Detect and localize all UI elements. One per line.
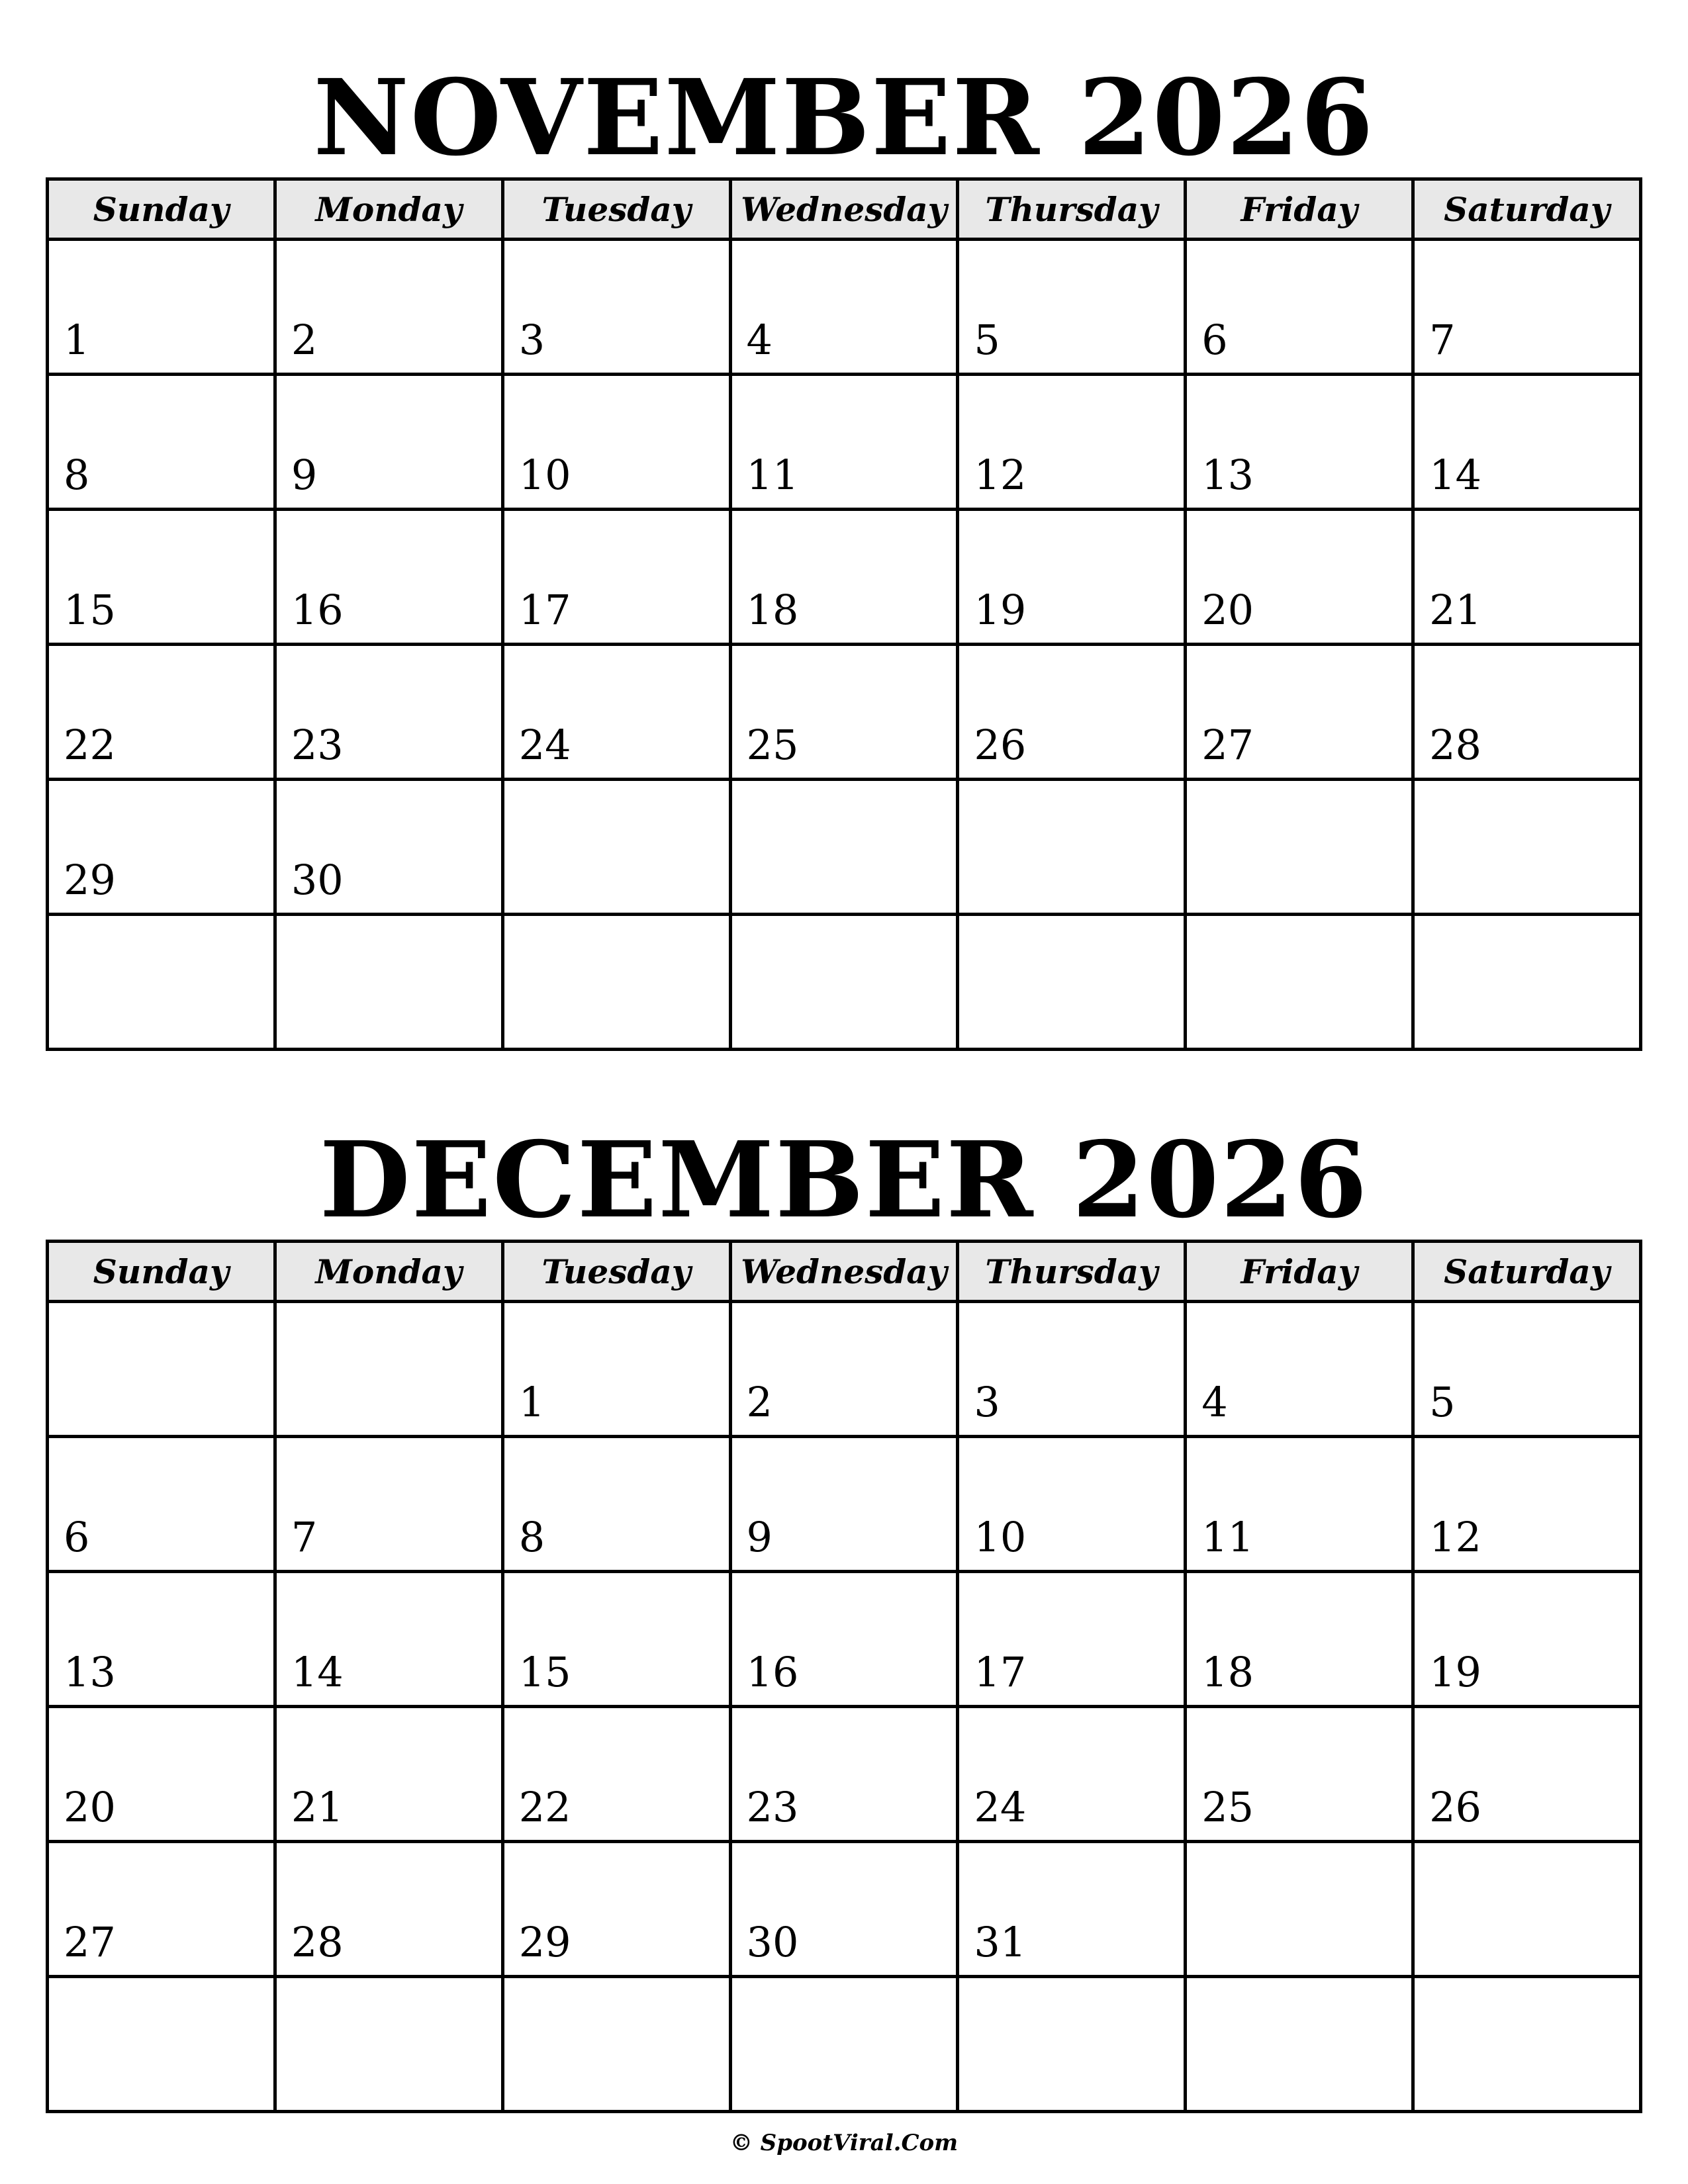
day-number: 19 <box>974 586 1027 634</box>
day-number <box>1415 1963 1639 1975</box>
day-number: 12 <box>1429 1513 1481 1561</box>
day-number <box>1187 1036 1411 1048</box>
day-number: 3 <box>974 1378 1000 1426</box>
day-cell <box>1413 375 1641 510</box>
day-cell <box>958 1707 1186 1842</box>
week-row <box>48 645 1641 780</box>
day-cell <box>1186 375 1413 510</box>
day-cell <box>502 1977 730 2112</box>
day-cell <box>958 1437 1186 1572</box>
day-cell <box>730 780 958 915</box>
day-cell <box>502 1707 730 1842</box>
day-cell <box>502 375 730 510</box>
day-number: 30 <box>746 1918 799 1966</box>
day-number: 12 <box>974 451 1027 499</box>
day-number: 24 <box>518 721 571 769</box>
day-number: 6 <box>1201 316 1228 364</box>
day-cell <box>730 1437 958 1572</box>
day-cell <box>275 1977 502 2112</box>
day-cell <box>730 1707 958 1842</box>
day-number: 22 <box>64 721 116 769</box>
day-number <box>732 901 957 913</box>
day-cell <box>502 915 730 1050</box>
day-cell <box>958 510 1186 645</box>
day-cell <box>48 240 275 375</box>
day-cell <box>275 1842 502 1977</box>
day-number: 17 <box>974 1648 1027 1696</box>
day-cell <box>1413 1302 1641 1437</box>
day-cell <box>1186 645 1413 780</box>
day-number: 3 <box>518 316 545 364</box>
weekday-wednesday: Wednesday <box>730 1242 958 1302</box>
month-title: NOVEMBER 2026 <box>313 57 1375 179</box>
day-cell <box>730 1302 958 1437</box>
day-number: 4 <box>746 316 773 364</box>
day-cell <box>730 240 958 375</box>
day-number: 30 <box>291 856 344 904</box>
day-cell <box>730 375 958 510</box>
day-number: 8 <box>518 1513 545 1561</box>
day-number: 26 <box>974 721 1027 769</box>
day-number: 23 <box>291 721 344 769</box>
day-number: 9 <box>291 451 318 499</box>
day-cell <box>1186 780 1413 915</box>
month-grid <box>46 177 1642 1051</box>
day-cell <box>1413 645 1641 780</box>
week-row <box>48 1842 1641 1977</box>
day-number <box>277 2098 501 2110</box>
day-cell <box>1413 1977 1641 2112</box>
weekday-wednesday: Wednesday <box>730 179 958 240</box>
day-cell <box>502 1437 730 1572</box>
day-number: 29 <box>518 1918 571 1966</box>
day-cell <box>958 1572 1186 1707</box>
day-number <box>959 2098 1184 2110</box>
day-number: 17 <box>518 586 571 634</box>
day-cell <box>48 510 275 645</box>
weekday-monday: Monday <box>275 179 502 240</box>
day-cell <box>1186 240 1413 375</box>
week-row <box>48 1707 1641 1842</box>
day-number: 23 <box>746 1783 799 1831</box>
day-number: 20 <box>1201 586 1254 634</box>
day-cell <box>48 1572 275 1707</box>
day-cell <box>48 780 275 915</box>
day-cell <box>502 1572 730 1707</box>
month-grid <box>46 1240 1642 2113</box>
day-number: 11 <box>746 451 799 499</box>
day-cell <box>275 780 502 915</box>
week-row <box>48 1572 1641 1707</box>
day-cell <box>502 1842 730 1977</box>
day-number <box>732 1036 957 1048</box>
day-cell <box>958 1302 1186 1437</box>
weekday-thursday: Thursday <box>958 1242 1186 1302</box>
day-number: 9 <box>746 1513 773 1561</box>
day-cell <box>275 1572 502 1707</box>
day-cell <box>958 780 1186 915</box>
day-number <box>504 901 729 913</box>
weekday-thursday: Thursday <box>958 179 1186 240</box>
day-number: 14 <box>1429 451 1481 499</box>
weekday-header-row <box>48 179 1641 240</box>
day-number <box>1187 2098 1411 2110</box>
weekday-friday: Friday <box>1186 179 1413 240</box>
day-number: 28 <box>291 1918 344 1966</box>
day-cell <box>730 915 958 1050</box>
day-cell <box>502 780 730 915</box>
day-cell <box>275 510 502 645</box>
day-cell <box>48 645 275 780</box>
day-number: 13 <box>64 1648 116 1696</box>
day-number: 15 <box>64 586 116 634</box>
day-number: 10 <box>518 451 571 499</box>
day-number: 7 <box>291 1513 318 1561</box>
day-cell <box>958 915 1186 1050</box>
day-cell <box>275 375 502 510</box>
day-number: 19 <box>1429 1648 1481 1696</box>
day-cell <box>730 1977 958 2112</box>
day-number: 7 <box>1429 316 1456 364</box>
weekday-sunday: Sunday <box>48 1242 275 1302</box>
day-cell <box>502 510 730 645</box>
week-row <box>48 915 1641 1050</box>
day-cell <box>48 915 275 1050</box>
day-cell <box>1413 510 1641 645</box>
day-cell <box>1413 915 1641 1050</box>
day-cell <box>1186 1842 1413 1977</box>
day-cell <box>275 645 502 780</box>
day-number: 27 <box>64 1918 116 1966</box>
day-cell <box>1186 915 1413 1050</box>
week-row <box>48 375 1641 510</box>
day-number: 10 <box>974 1513 1027 1561</box>
day-number <box>504 1036 729 1048</box>
day-number: 24 <box>974 1783 1027 1831</box>
day-cell <box>1186 1572 1413 1707</box>
week-row <box>48 510 1641 645</box>
day-cell <box>1413 780 1641 915</box>
day-number <box>1187 901 1411 913</box>
day-cell <box>275 1437 502 1572</box>
day-number: 6 <box>64 1513 90 1561</box>
week-row <box>48 1977 1641 2112</box>
day-cell <box>48 1302 275 1437</box>
day-number: 2 <box>291 316 318 364</box>
day-number: 31 <box>974 1918 1027 1966</box>
day-number <box>49 2098 273 2110</box>
day-number: 18 <box>746 586 799 634</box>
day-cell <box>275 1707 502 1842</box>
day-number: 13 <box>1201 451 1254 499</box>
day-number: 16 <box>291 586 344 634</box>
day-number: 14 <box>291 1648 344 1696</box>
week-row <box>48 780 1641 915</box>
day-number <box>959 901 1184 913</box>
day-cell <box>1413 240 1641 375</box>
weekday-tuesday: Tuesday <box>502 1242 730 1302</box>
day-cell <box>730 510 958 645</box>
day-number <box>1415 2098 1639 2110</box>
weekday-header-row <box>48 1242 1641 1302</box>
weekday-monday: Monday <box>275 1242 502 1302</box>
day-cell <box>48 375 275 510</box>
day-cell <box>275 915 502 1050</box>
day-number: 8 <box>64 451 90 499</box>
day-number: 28 <box>1429 721 1481 769</box>
month-title: DECEMBER 2026 <box>319 1119 1369 1242</box>
week-row <box>48 1302 1641 1437</box>
day-number <box>504 2098 729 2110</box>
day-cell <box>958 375 1186 510</box>
day-number: 25 <box>746 721 799 769</box>
day-number <box>49 1036 273 1048</box>
day-cell <box>1413 1437 1641 1572</box>
day-cell <box>730 645 958 780</box>
day-number: 21 <box>291 1783 344 1831</box>
day-cell <box>1186 1977 1413 2112</box>
day-cell <box>1186 1302 1413 1437</box>
week-row <box>48 240 1641 375</box>
weekday-saturday: Saturday <box>1413 179 1641 240</box>
day-number: 18 <box>1201 1648 1254 1696</box>
day-cell <box>1186 510 1413 645</box>
day-number <box>277 1423 501 1435</box>
weekday-friday: Friday <box>1186 1242 1413 1302</box>
day-cell <box>275 1302 502 1437</box>
day-number <box>1415 901 1639 913</box>
day-cell <box>958 645 1186 780</box>
weekday-tuesday: Tuesday <box>502 179 730 240</box>
day-number: 22 <box>518 1783 571 1831</box>
day-number: 20 <box>64 1783 116 1831</box>
day-cell <box>1413 1842 1641 1977</box>
day-number: 16 <box>746 1648 799 1696</box>
day-number <box>49 1423 273 1435</box>
week-row <box>48 1437 1641 1572</box>
day-number: 5 <box>1429 1378 1456 1426</box>
day-cell <box>730 1572 958 1707</box>
day-number: 26 <box>1429 1783 1481 1831</box>
copyright-footer: © SpootViral.Com <box>729 2130 959 2156</box>
day-number: 27 <box>1201 721 1254 769</box>
day-cell <box>48 1842 275 1977</box>
day-cell <box>1186 1707 1413 1842</box>
day-number <box>959 1036 1184 1048</box>
day-number <box>277 1036 501 1048</box>
day-cell <box>1413 1707 1641 1842</box>
day-number: 1 <box>64 316 90 364</box>
day-number: 5 <box>974 316 1000 364</box>
day-cell <box>502 645 730 780</box>
day-number: 4 <box>1201 1378 1228 1426</box>
day-cell <box>502 240 730 375</box>
day-cell <box>958 1977 1186 2112</box>
day-cell <box>48 1977 275 2112</box>
day-number <box>732 2098 957 2110</box>
day-cell <box>958 1842 1186 1977</box>
day-number <box>1415 1036 1639 1048</box>
day-number: 15 <box>518 1648 571 1696</box>
day-number: 25 <box>1201 1783 1254 1831</box>
day-cell <box>958 240 1186 375</box>
day-cell <box>48 1437 275 1572</box>
day-number: 2 <box>746 1378 773 1426</box>
weekday-sunday: Sunday <box>48 179 275 240</box>
day-number: 29 <box>64 856 116 904</box>
day-number: 11 <box>1201 1513 1254 1561</box>
day-number <box>1187 1963 1411 1975</box>
weekday-saturday: Saturday <box>1413 1242 1641 1302</box>
day-cell <box>48 1707 275 1842</box>
day-cell <box>275 240 502 375</box>
day-cell <box>730 1842 958 1977</box>
day-number: 1 <box>518 1378 545 1426</box>
day-number: 21 <box>1429 586 1481 634</box>
day-cell <box>1413 1572 1641 1707</box>
day-cell <box>502 1302 730 1437</box>
day-cell <box>1186 1437 1413 1572</box>
